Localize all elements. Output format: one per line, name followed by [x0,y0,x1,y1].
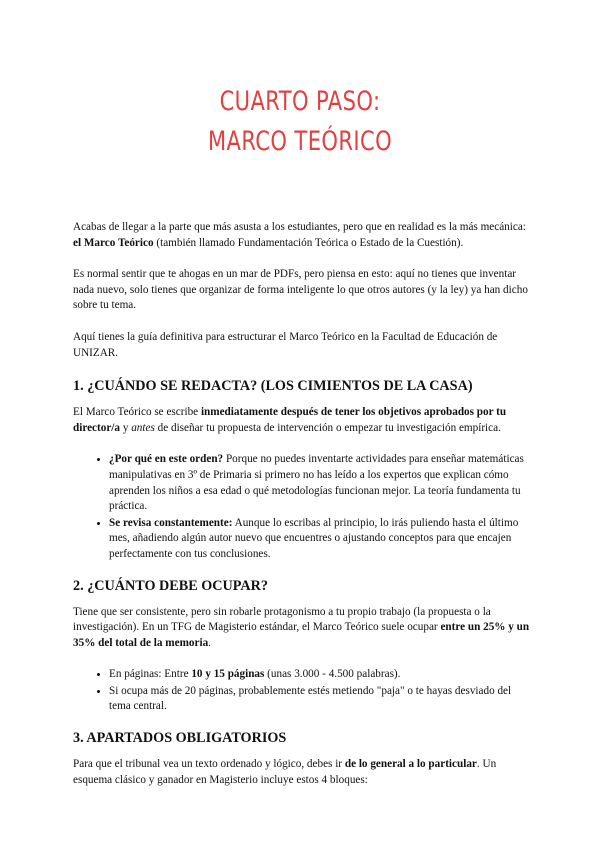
text: Tiene que ser consistente, pero sin robarle protagonismo a tu propio trabajo (la propuesta o la investigación). En un TFG de Magisterio estándar, el Marco Teórico suele ocupar [73,605,491,634]
text: . Un esquema clásico y ganador en Magisterio incluye estos 4 bloques: [73,758,497,786]
text: y [120,421,132,434]
bold-text: 10 y 15 páginas [191,668,265,681]
intro-bold-term: el Marco Teórico [73,236,154,249]
bold-text: Se revisa constantemente: [109,516,233,529]
list-item [109,667,535,683]
section-3-paragraph [73,757,535,788]
intro-paragraph-1 [73,220,535,251]
list-item: • Si ocupa más de 20 páginas, probablemente estés metiendo "paja" o te hayas desviado del tema central. [109,684,535,715]
section-2-heading: 2. ¿CUÁNTO DEBE OCUPAR? [73,577,268,594]
text: de diseñar tu propuesta de intervención o empezar tu investigación empírica. [154,421,501,434]
text: Aunque lo escribas al principio, lo irás puliendo hasta el último mes, añadiendo algún autor nuevo que encuentres o ajustando conceptos para que encajen perfectamente con tus conclusiones. [109,516,519,560]
text: Porque no puedes inventarte actividades para enseñar matemáticas manipulativas en 3º de Primaria si primero no has leído a los expertos que explican cómo aprenden los niños a esa edad o qué metodologías funcionan mejor. La teoría fundamenta tu práctica. [109,453,524,513]
bold-text: de lo general a lo particular [344,758,477,771]
section-1-heading: 1. ¿CUÁNDO SE REDACTA? (LOS CIMIENTOS DE LA CASA) [73,378,473,395]
intro-text: Acabas de llegar a la parte que más asusta a los estudiantes, pero que en realidad es la más mecánica: [73,221,526,233]
section-2-list [73,667,535,715]
page-title [0,82,600,162]
text: (unas 3.000 - 4.500 palabras). [264,668,401,681]
section-1-paragraph [73,405,535,436]
section-2-paragraph [73,605,535,652]
list-item [109,516,535,563]
bold-text: ¿Por qué en este orden? [109,453,224,466]
intro-paragraph-3: Aquí tienes la guía definitiva para estructurar el Marco Teórico en la Facultad de Educación de UNIZAR. [73,330,498,359]
document-body [73,220,535,804]
title-line-2: MARCO TEÓRICO [207,126,393,157]
title-line-1: CUARTO PASO: [219,86,381,117]
intro-text: (también llamado Fundamentación Teórica o Estado de la Cuestión). [153,236,464,249]
list-item [109,452,535,514]
text: En páginas: Entre [109,668,192,681]
bold-text: inmediatamente después de tener los objetivos aprobados por tu director/a [73,406,507,434]
intro-paragraph-2: Es normal sentir que te ahogas en un mar de PDFs, pero piensa en esto: aquí no tienes que inventar nada nuevo, solo tienes que organizar de forma inteligente lo que otros autores (y la ley) ya han dicho sobre tu tema. [73,268,528,312]
section-1-list [73,452,535,562]
bold-text: entre un 25% y un 35% del total de la memoria [73,621,530,649]
text: . [208,636,211,649]
text: Para que el tribunal vea un texto ordenado y lógico, debes ir [73,758,345,771]
text: El Marco Teórico se escribe [73,406,201,419]
italic-text: antes [131,421,155,434]
section-3-heading: 3. APARTADOS OBLIGATORIOS [73,730,287,747]
